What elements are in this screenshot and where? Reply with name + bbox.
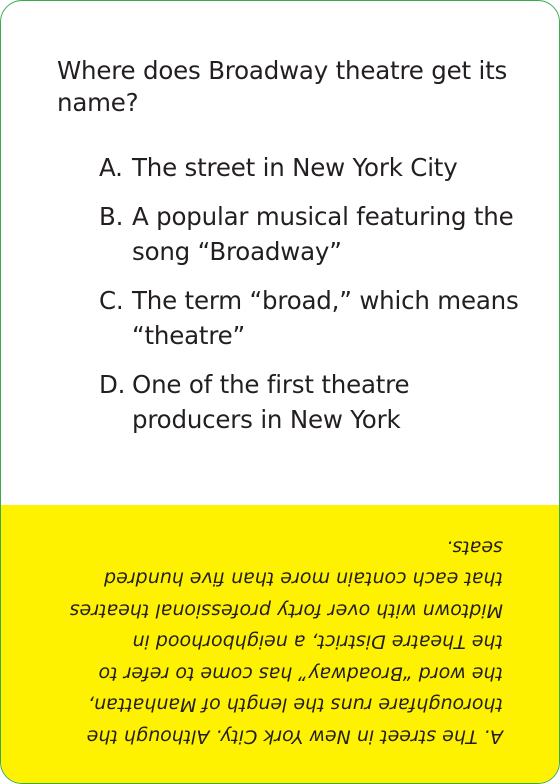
option-letter: A. (99, 153, 123, 182)
option-c (99, 283, 529, 353)
option-letter: D. (99, 370, 126, 399)
answer-text-upside-down: A. The street in New York City. Although the thoroughfare runs the length of Manhattan, the word “Broadway” has come to refer to the Theatre District, a neighborhood in Midtown with over forty professional theatres that each contain more than five hundred seats. (69, 536, 503, 748)
answer-options-list (99, 150, 529, 451)
option-b (99, 199, 529, 269)
option-letter: C. (99, 286, 124, 315)
option-text: One of the first theatre producers in New York (132, 370, 410, 434)
option-text: A popular musical featuring the song “Broadway” (132, 202, 514, 266)
option-text: The street in New York City (132, 153, 458, 182)
option-text: The term “broad,” which means “theatre” (132, 286, 519, 350)
option-letter: B. (99, 202, 124, 231)
option-a (99, 150, 529, 185)
question-text: Where does Broadway theatre get its name? (57, 56, 508, 117)
option-d (99, 367, 529, 437)
answer-panel (1, 505, 559, 783)
